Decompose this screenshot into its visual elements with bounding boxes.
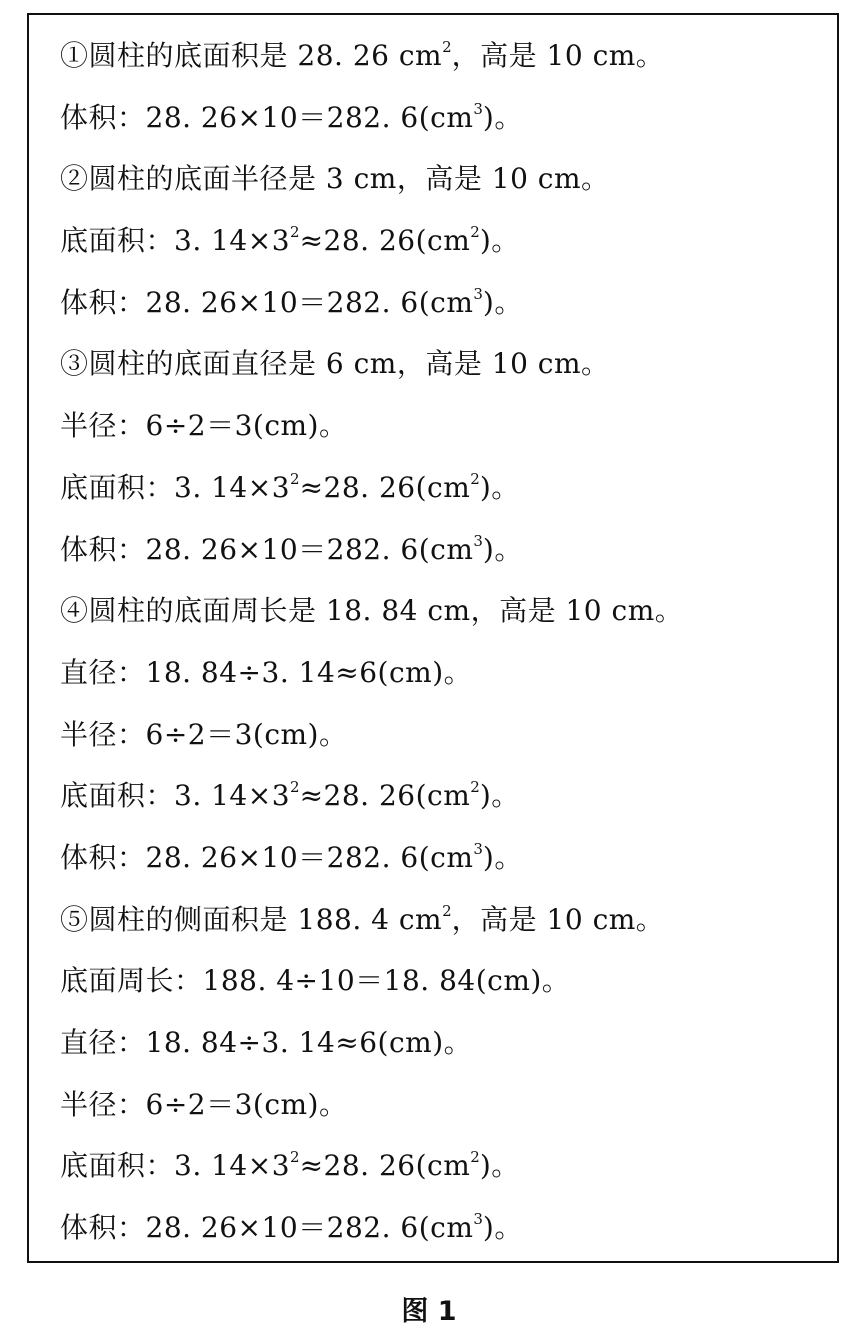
line-text: 底面积：3. 14×3 (60, 1149, 291, 1183)
superscript: 3 (473, 531, 483, 550)
solution-line (60, 38, 683, 104)
solution-line (60, 1087, 683, 1153)
line-text: ≈28. 26(cm (299, 779, 471, 813)
superscript: 2 (290, 469, 300, 488)
superscript: 3 (473, 99, 483, 118)
line-text: 直径：18. 84÷3. 14≈6(cm)。 (60, 1026, 473, 1059)
superscript: 2 (470, 223, 480, 242)
superscript: 2 (470, 469, 480, 488)
solution-line (60, 162, 683, 227)
figure-caption: 图 1 (401, 1296, 457, 1327)
solution-line (60, 347, 683, 412)
line-text: ，高是 10 cm。 (451, 39, 665, 72)
line-text: )。 (482, 1211, 523, 1245)
solution-line (60, 1026, 683, 1091)
line-text: 底面积：3. 14×3 (60, 224, 291, 258)
line-text: 体积：28. 26×10＝282. 6(cm (60, 100, 474, 134)
solution-line (60, 964, 683, 1029)
solution-line (60, 531, 683, 598)
line-text: )。 (482, 840, 523, 874)
solution-line (60, 778, 683, 844)
superscript: 3 (473, 284, 483, 303)
solution-line (60, 1210, 683, 1276)
solution-line (60, 99, 683, 166)
solution-lines (60, 38, 684, 1276)
superscript: 2 (290, 1148, 300, 1167)
superscript: 3 (473, 839, 483, 858)
line-text: )。 (482, 285, 523, 319)
line-text: 底面周长：188. 4÷10＝18. 84(cm)。 (60, 964, 571, 998)
solution-line (60, 655, 683, 721)
line-text: 直径：18. 84÷3. 14≈6(cm)。 (60, 655, 473, 689)
superscript: 2 (470, 778, 480, 797)
solution-line (60, 284, 683, 351)
line-text: ≈28. 26(cm (299, 224, 471, 258)
superscript: 2 (290, 223, 300, 242)
line-text: 底面积：3. 14×3 (60, 470, 291, 504)
line-text: ⑤圆柱的侧面积是 188. 4 cm (60, 902, 443, 936)
line-text: ≈28. 26(cm (299, 1149, 471, 1183)
solution-line (60, 1148, 683, 1214)
line-text: )。 (482, 100, 523, 134)
line-text: 半径：6÷2＝3(cm)。 (60, 1087, 348, 1121)
line-text: ④圆柱的底面周长是 18. 84 cm，高是 10 cm。 (60, 594, 684, 628)
solution-line (60, 223, 683, 289)
line-text: )。 (479, 1149, 520, 1183)
superscript: 2 (442, 38, 452, 56)
superscript: 2 (470, 1148, 480, 1167)
line-text: )。 (479, 224, 520, 258)
line-text: 体积：28. 26×10＝282. 6(cm (60, 1211, 474, 1245)
line-text: )。 (482, 532, 523, 566)
superscript: 2 (290, 778, 300, 797)
solution-line (60, 469, 683, 536)
line-text: ，高是 10 cm。 (451, 902, 665, 936)
superscript: 2 (442, 901, 452, 920)
line-text: 半径：6÷2＝3(cm)。 (60, 409, 348, 443)
superscript: 3 (473, 1210, 483, 1229)
line-text: 体积：28. 26×10＝282. 6(cm (60, 285, 474, 319)
line-text: 体积：28. 26×10＝282. 6(cm (60, 532, 474, 566)
solution-line (60, 717, 683, 783)
line-text: )。 (479, 779, 520, 813)
line-text: ②圆柱的底面半径是 3 cm，高是 10 cm。 (60, 162, 610, 196)
solution-line (60, 594, 684, 659)
line-text: 体积：28. 26×10＝282. 6(cm (60, 840, 474, 874)
line-text: ③圆柱的底面直径是 6 cm，高是 10 cm。 (60, 347, 610, 381)
solution-line (60, 839, 683, 906)
solution-line (60, 409, 683, 474)
line-text: 半径：6÷2＝3(cm)。 (60, 717, 348, 751)
solution-box (27, 13, 839, 1263)
line-text: ①圆柱的底面积是 28. 26 cm (60, 39, 443, 72)
line-text: 底面积：3. 14×3 (60, 779, 291, 813)
line-text: )。 (479, 470, 520, 504)
line-text: ≈28. 26(cm (299, 470, 471, 504)
solution-line (60, 901, 683, 968)
